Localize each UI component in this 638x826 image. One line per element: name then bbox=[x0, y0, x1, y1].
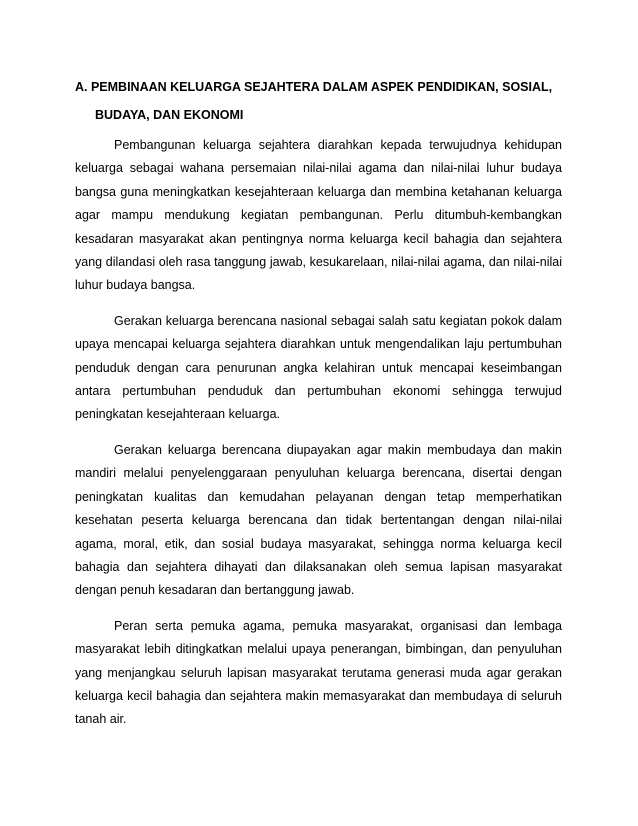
paragraph-1: Pembangunan keluarga sejahtera diarahkan kepada terwujudnya kehidupan keluarga sebagai wahana persemaian nilai-nilai agama dan nilai-nilai luhur budaya bangsa guna meningkatkan kesejahteraan keluarga dan membina ketahanan keluarga agar mampu mendukung kegiatan pembangunan. Perlu ditumbuh-kembangkan kesadaran masyarakat akan pentingnya norma keluarga kecil bahagia dan sejahtera yang dilandasi oleh rasa tanggung jawab, kesukarelaan, nilai-nilai agama, dan nilai-nilai luhur budaya bangsa. bbox=[75, 138, 562, 293]
paragraph-4: Peran serta pemuka agama, pemuka masyarakat, organisasi dan lembaga masyarakat lebih ditingkatkan melalui upaya penerangan, bimbingan, dan penyuluhan yang menjangkau seluruh lapisan masyarakat terutama generasi muda agar gerakan keluarga kecil bahagia dan sejahtera makin memasyarakat dan membudaya di seluruh tanah air. bbox=[75, 618, 562, 727]
body-text bbox=[75, 134, 562, 744]
paragraph-2: Gerakan keluarga berencana nasional sebagai salah satu kegiatan pokok dalam upaya mencapai keluarga sejahtera diarahkan untuk mengendalikan laju pertumbuhan penduduk dengan cara penurunan angka kelahiran untuk mencapai keseimbangan antara pertumbuhan penduduk dan pertumbuhan ekonomi sehingga terwujud peningkatan kesejahteraan keluarga. bbox=[75, 313, 562, 422]
section-heading bbox=[75, 73, 565, 129]
section-heading-line-1: A. PEMBINAAN KELUARGA SEJAHTERA DALAM ASPEK PENDIDIKAN, SOSIAL, bbox=[75, 80, 553, 94]
paragraph-3: Gerakan keluarga berencana diupayakan agar makin membudaya dan makin mandiri melalui penyelenggaraan penyuluhan keluarga berencana, disertai dengan peningkatan kualitas dan kemudahan pelayanan dengan tetap memperhatikan kesehatan peserta keluarga berencana dan tidak bertentangan dengan nilai-nilai agama, moral, etik, dan sosial budaya masyarakat, sehingga norma keluarga kecil bahagia dan sejahtera dihayati dan dilaksanakan oleh semua lapisan masyarakat dengan penuh kesadaran dan bertanggung jawab. bbox=[75, 442, 562, 598]
section-heading-line-2: BUDAYA, DAN EKONOMI bbox=[95, 108, 244, 122]
